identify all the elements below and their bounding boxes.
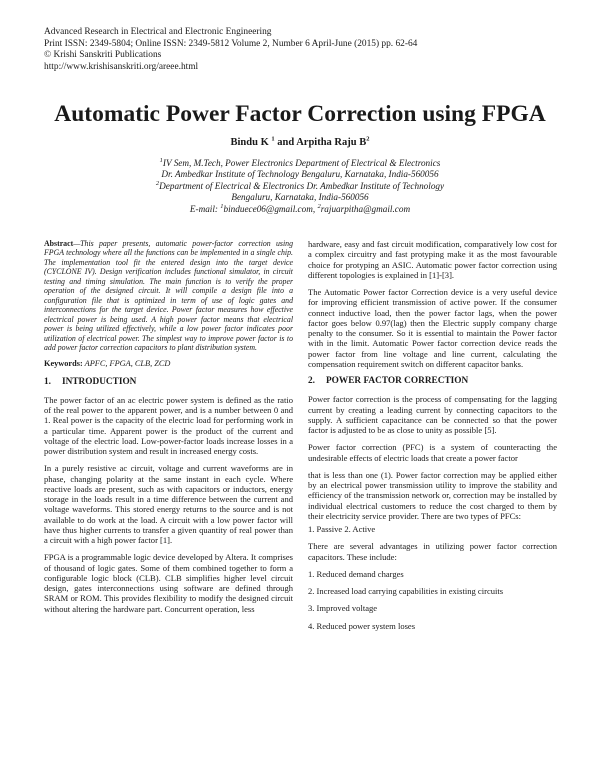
paragraph: The power factor of an ac electric power system is defined as the ratio of the real power to the apparent power, and is a number between 0 and 1. Real power is the capacity of the electric load for performing work in a particular time. Apparent power is the product of the current and voltage of the electric load. Low-power-factor loads increase losses in a power distribution system and result in increased energy costs. — [44, 394, 293, 457]
paper-title: Automatic Power Factor Correction using FPGA — [54, 101, 546, 127]
paragraph: FPGA is a programmable logic device developed by Altera. It comprises of thousand of logic gates. Some of them combined together to form a configurable logic block (CLB). CLB simplifies higher level circuit design, gates interconnections using software are defined through SRAM or ROM. This provides flexibility to modify the designed circuit without altering the hardware part. Concurrent operation, less — [44, 552, 293, 614]
email-1-sup: 1 — [220, 202, 224, 210]
right-column — [308, 239, 557, 638]
keywords-label: Keywords: — [44, 359, 83, 369]
affiliation-line-4: Bengaluru, Karnataka, India-560056 — [231, 192, 369, 203]
paragraph: The Automatic Power factor Correction device is a very useful device for improving efficient transmission of active power. If the consumer connect inductive load, then the power factor lags, when the power factor goes below 0.97(lag) then the Electric supply company charge penalty to the consumer. So it is essential to maintain the Power factor with in the limit. Automatic Power factor correction device reads the power factor from line voltage and line current, calculating the compensation requirement switch on different capacitor banks. — [308, 287, 557, 369]
left-column — [44, 239, 293, 621]
author-line — [0, 137, 600, 148]
affiliation-1-text: IV Sem, M.Tech, Power Electronics Department of Electrical & Electronics — [162, 158, 441, 168]
keywords-text: APFC, FPGA, CLB, ZCD — [82, 359, 171, 369]
pfc-types: 1. Passive 2. Active — [308, 524, 376, 534]
email-2: rajuarpitha@gmail.com — [320, 203, 411, 214]
section-heading-power-factor-correction — [308, 376, 557, 386]
abstract-label: Abstract — [44, 239, 74, 248]
paragraph: hardware, easy and fast circuit modification, comparatively low cost for a complex circuitry and fast protyping make it as the most favourable choice for protyping an ASIC. Automatic power factor correction using different topologies is explained in [1]-[3]. — [308, 239, 557, 280]
affiliations — [0, 158, 600, 215]
section-number: 1. — [44, 376, 51, 387]
paragraph: Power factor correction is the process of compensating for the lagging current by creating a leading current by connecting capacitors to the supply. A sufficient capacitance can be connected so that the power factor is adjusted to be as close to unity as possible [5]. — [308, 394, 557, 435]
advantage-item: 4. Reduced power system loses — [308, 620, 416, 631]
email-1: binduece06@gmail.com, — [223, 203, 318, 214]
journal-name: Advanced Research in Electrical and Electronic Engineering — [44, 27, 272, 37]
advantage-item: 2. Increased load carrying capabilities in existing circuits — [308, 586, 504, 596]
affiliation-2-sup: 2 — [155, 179, 160, 187]
abstract — [44, 239, 293, 352]
email-2-sup: 2 — [317, 202, 321, 210]
affiliation-line-2: Dr. Ambedkar Institute of Technology Bengaluru, Karnataka, India-560056 — [161, 169, 439, 180]
author-1-sup: 1 — [271, 135, 275, 143]
section-number: 2. — [308, 376, 315, 386]
paragraph: Power factor correction (PFC) is a system of counteracting the undesirable effects of electric loads that create a power factor — [308, 442, 557, 463]
affiliation-1-sup: 1 — [159, 156, 163, 164]
email-label: E-mail: — [189, 203, 221, 214]
advantage-item: 3. Improved voltage — [308, 603, 378, 614]
author-1: Bindu K — [230, 137, 269, 148]
advantage-item: 1. Reduced demand charges — [308, 568, 404, 579]
affiliation-line-1 — [0, 158, 600, 169]
journal-copyright: © Krishi Sanskriti Publications — [44, 50, 162, 61]
email-line — [0, 204, 600, 215]
abstract-text: —This paper presents, automatic power-factor correction using FPGA technology where all the functions can be implemented in a single chip. The implementation tool fit the entered design into the target device (CYCLONE IV). Design verification includes functional simulator, in circuit testing and timing simulation. The main function is to verify the proper operation of the designed circuit. It will compile a design file into a configuration file that is optimized in term of use of logic gates and interconnections for the target device. Power factor measures how effective electrical power is being used. A high power factor means that electrical power is being utilized effectively, while a low power factor indicates poor utilization of electrical power. The simplest way to improve power factor is to add power factor correction capacitors to plant distribution system. — [44, 239, 293, 352]
journal-header — [44, 27, 564, 73]
author-and: and — [274, 137, 297, 148]
paragraph: There are several advantages in utilizing power factor correction capacitors. These include: — [308, 541, 557, 562]
section-title: POWER FACTOR CORRECTION — [326, 376, 469, 386]
affiliation-line-3 — [0, 181, 600, 192]
section-heading-introduction — [44, 377, 293, 387]
author-2-sup: 2 — [366, 135, 370, 143]
paragraph: In a purely resistive ac circuit, voltage and current waveforms are in phase, changing polarity at the same instant in each cycle. Where reactive loads are present, such as with capacitors or inductors, energy storage in the loads result in a time difference between the current and voltage waveforms. This stored energy returns to the source and is not available to do work at the load. A circuit with a low power factor will have thus higher currents to transfer a given quantity of real power than a circuit with a high power factor [1]. — [44, 463, 293, 546]
keywords — [44, 359, 293, 369]
journal-url: http://www.krishisanskriti.org/areee.html — [44, 61, 199, 72]
journal-issn: Print ISSN: 2349-5804; Online ISSN: 2349-5812 Volume 2, Number 6 April-June (2015) pp. 62-64 — [44, 38, 418, 49]
affiliation-2-text: Department of Electrical & Electronics Dr. Ambedkar Institute of Technology — [159, 180, 445, 191]
section-title: INTRODUCTION — [62, 376, 137, 387]
paragraph: that is less than one (1). Power factor correction may be applied either by an electrical power transmission utility to improve the stability and efficiency of the transmission network or, correction may be installed by individual electrical customers to reduce the cost charged to them by their electricity service provider. There are two types of PFCs: — [308, 469, 557, 521]
author-2: Arpitha Raju B — [296, 137, 367, 148]
